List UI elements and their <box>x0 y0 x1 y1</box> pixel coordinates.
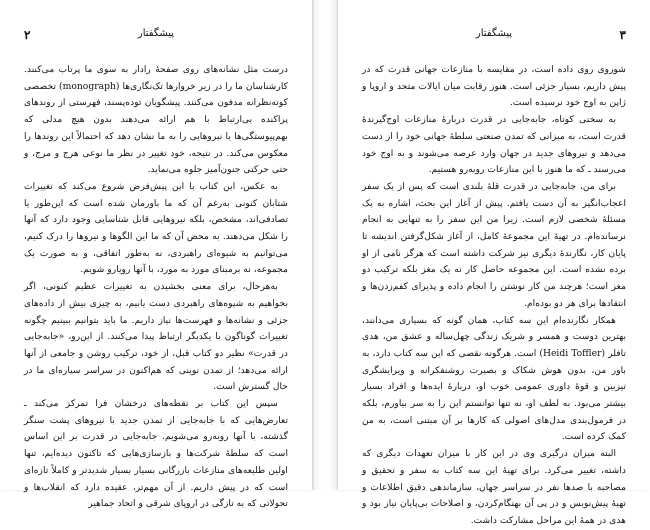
paragraph: شوروی روی داده است، در مقایسه با منازعات جهانی قدرت که در پیش داریم، بسیار جزئی است. هنوز رقابت میان ایالات متحد و اروپا و ژاپن به اوج خود نرسیده است. <box>362 64 626 109</box>
paragraph: البته میزان درگیری وی در این کار با میزان تعهدات دیگری که داشته، تغییر می‌کرد. برای تهیهٔ این سه کتاب به سفر و تحقیق و مصاحبه با صدها نفر در سراسر جهان، سازماندهی دقیق اطلاعات و تهیهٔ پیش‌نویس و در پی آن بهنگام‌کردن، و اصلاحات بی‌پایان نیاز بود و هدی در همهٔ این مراحل مشارکت داشت. <box>362 448 626 526</box>
page-number: ۲ <box>24 28 31 42</box>
paragraph: همکار نگارنده‌ام این سه کتاب، همان گونه که بسیاری می‌دانند، بهترین دوست و همسر و شریک زندگی چهل‌ساله و عشق من، هدی تافلر (Heidi Toffler) است. هرگونه نقصی که این سه کتاب دارد، به باور من، بدون هوش شکاک و بصیرت روشنفکرانه و ویرایشگری تیزبین و قوهٔ داوری عمومی خوب او، دربارهٔ ایده‌ها و افراد بسیار بیشتر می‌بود. به لطف او، نه تنها توانستم این را به سر بیاورم، بلکه در فرمول‌بندی مدل‌های اصولی که کارها بر آن مبتنی است، به من کمک کرده است. <box>362 314 626 443</box>
page-number: ۳ <box>619 28 626 42</box>
left-page <box>0 0 312 510</box>
right-page-body <box>362 62 626 530</box>
running-head: پیشگفتار <box>137 28 175 39</box>
running-head: پیشگفتار <box>475 28 513 39</box>
paragraph: درست مثل نشانه‌های روی صفحهٔ رادار به سوی ما پرتاب می‌کنند. کارشناسان ما را در زیر خروارها تک‌نگاری‌ها (monograph) تخصصی کوته‌نظرانه مدفون می‌کنند. پیشگویان توده‌پسند، فهرستی از روندهای پراکنده بی‌ارتباط با هم ارائه می‌دهند بدون هیچ مدلی که بهم‌پیوستگی‌ها یا نیروهایی را به ما نشان دهد که احتمالاً این روندها را معکوس می‌کند. در نتیجه، خود تغییر در نظر ما نوعی هرج و مرج، و حتی حرکتی جنون‌آمیز جلوه می‌نماید. <box>24 64 288 176</box>
paragraph: به سخنی کوتاه، جابه‌جایی در قدرت دربارهٔ منازعات اوج‌گیرندهٔ قدرت است، به میزانی که تمدن صنعتی سلطهٔ جهانی خود را از دست می‌دهد و نیروهای جدید در جهان وارد عرصه می‌شوند و به اوج خود می‌رسند ـ که ما هنوز با این منازعات روبه‌رو هستیم. <box>362 114 626 176</box>
left-page-header <box>24 28 288 44</box>
paragraph: برای من، جابه‌جایی در قدرت قلهٔ بلندی است که پس از یک سفر اعجاب‌انگیز به آن دست یافتم. پیش از آغاز این بحث، اشاره به یک مسئلهٔ شخصی لازم است. زیرا من این سفر را به تنهایی به انجام نرسانده‌ام. در تهیهٔ این مجموعهٔ کامل، از آغاز شکل‌گرفتن اندیشه تا پایان کار، نگارندهٔ دیگری نیز شرکت داشته است که هرگز نامی از او برده نشده است. این مجموعه حاصل کار نه یک مغز بلکه ترکیب دو مغز است؛ هرچند من کار نوشتن را انجام داده و پذیرای کفم‌زدن‌ها و انتقادها برای هر دو بوده‌ام. <box>362 180 626 309</box>
left-page-body <box>24 62 288 513</box>
right-page <box>338 0 650 526</box>
paragraph: به عکس، این کتاب با این پیش‌فرض شروع می‌کند که تغییرات شتابان کنونی به‌رغم آن که ما باورمان شده است که این‌طور یا تصادفی‌اند، مشخص، بلکه نیروهایی قابل شناسایی وجود دارد که آنها را شکل می‌دهند. به محض آن که ما این الگوها و نیروها را درک کنیم، می‌توانیم به شیوه‌ای راهبردی، نه به‌طور اتفاقی، و به صورت یک مجموعه، نه برمبنای مورد به مورد، با آنها رویارو شویم. <box>24 180 288 276</box>
paragraph: سپس این کتاب بر نقطه‌های درخشان فرا تمرکز می‌کند ـ تعارض‌هایی که با جابه‌جایی از تمدن جدید با نیروهای پشت سنگر گذشته، با آنها روبه‌رو می‌شویم. جابه‌جایی در قدرت بر این اساس است که سلطهٔ شرکت‌ها و بازسازی‌هایی که تاکنون دیده‌ایم، تنها اولین طلیعه‌های منازعات بازرگانی بسیار بسیار شدیدتر و کاملاً تازه‌ای است که در پیش داریم. از آن مهم‌تر، عقیده دارد که انقلاب‌ها و تحولاتی که به تازگی در اروپای شرقی و اتحاد جماهیر <box>24 398 288 510</box>
right-page-header <box>362 28 626 44</box>
book-gutter <box>312 0 338 490</box>
paragraph: به‌هرحال، برای معنی بخشیدن به تغییرات عظیم کنونی، اگر بخواهیم به شیوه‌های راهبردی دست یابیم، به چیزی بیش از داده‌های جزئی و نشانه‌ها و فهرست‌ها نیاز داریم. ما باید بتوانیم ببینیم چگونه تغییرات گوناگون با یکدیگر ارتباط پیدا می‌کنند. از این‌رو، «جابه‌جایی در قدرت» نظیر دو کتاب قبل، از خود، ترکیب روشن و جامعی از آنها ارائه می‌دهد؛ از تمدن نوینی که هم‌اکنون در سراسر سیاره‌ای ما در حال گسترش است. <box>24 281 288 393</box>
